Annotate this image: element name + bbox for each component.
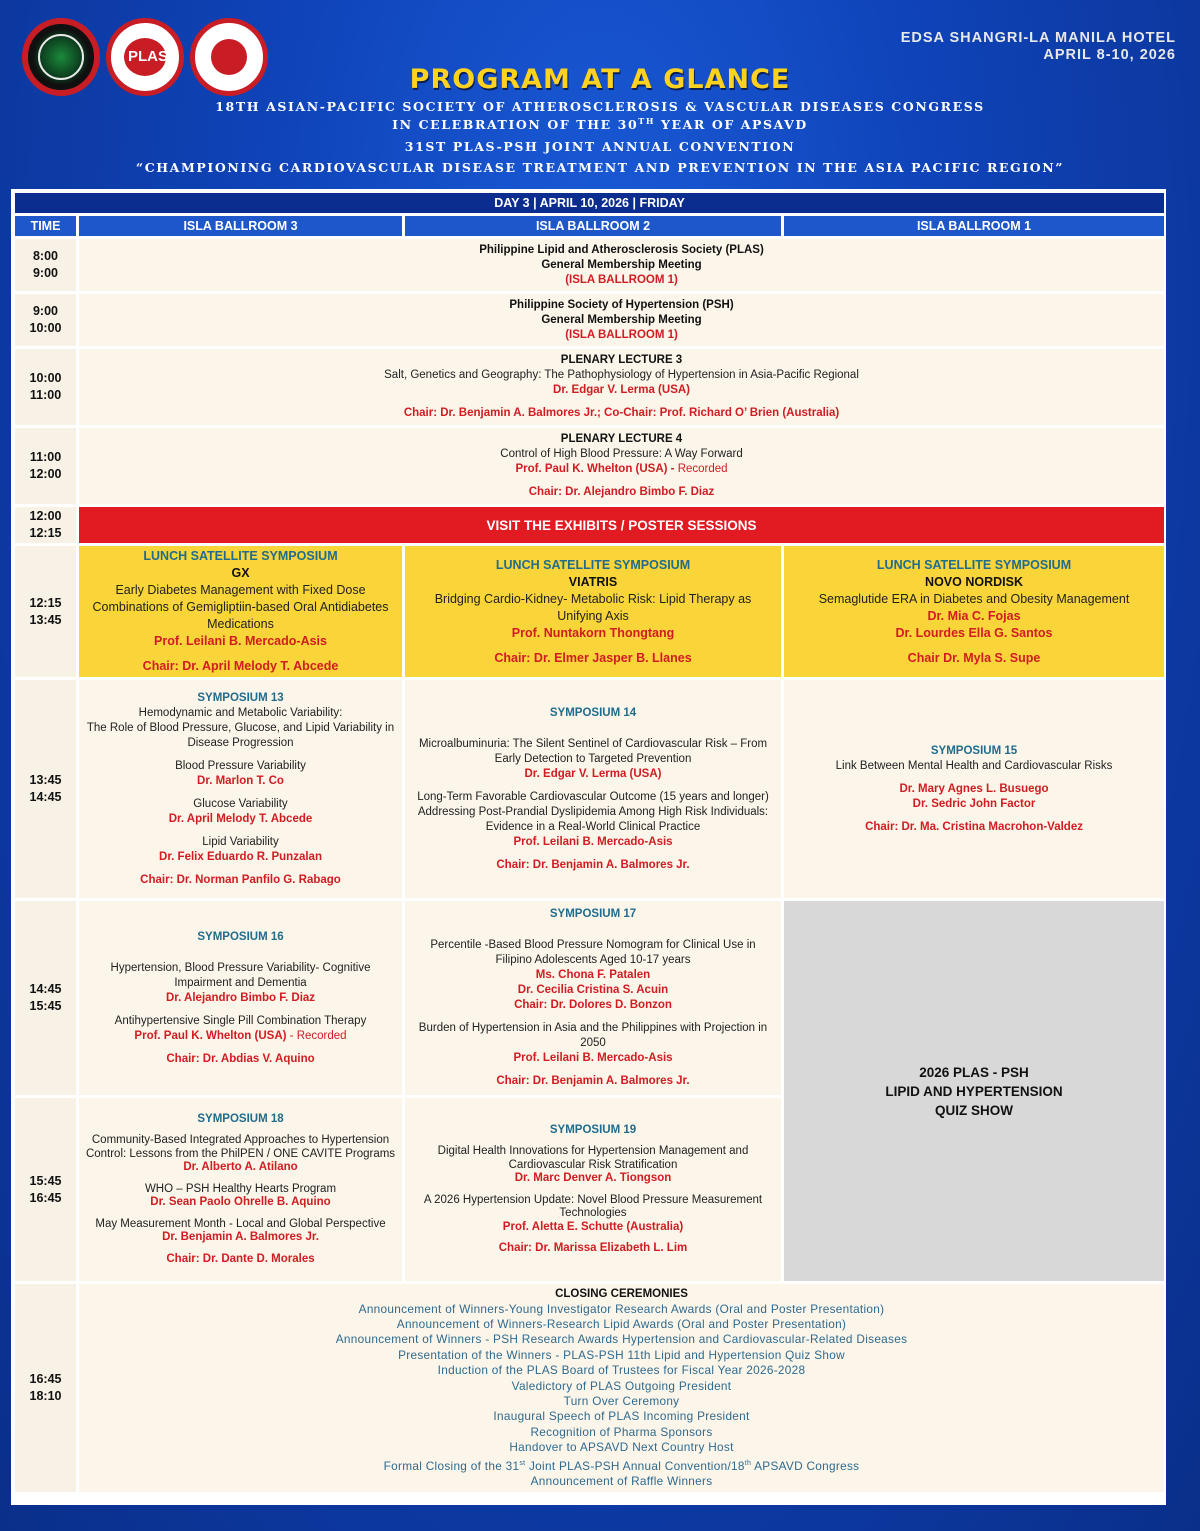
closing-ceremonies: [79, 1284, 1164, 1492]
table-row: [15, 349, 1164, 425]
list-item: Inaugural Speech of PLAS Incoming President: [493, 1409, 750, 1424]
venue-dates: APRIL 8-10, 2026: [1043, 47, 1176, 63]
table-row: [15, 507, 1164, 543]
schedule-frame: [11, 189, 1166, 1505]
table-row: [15, 901, 1164, 1095]
col-header-ballroom-1: ISLA BALLROOM 1: [784, 216, 1164, 236]
lunch-symposium-gx: LUNCH SATELLITE SYMPOSIUM GX Early Diabetes Management with Fixed Dose Combinations of Gemigliptiin-based Oral Antidiabetes Medications Prof. Leilani B. Mercado-Asis Chair: Dr. April Melody T. Abcede: [79, 546, 402, 677]
lunch-symposium-viatris: LUNCH SATELLITE SYMPOSIUM VIATRIS Bridging Cardio-Kidney- Metabolic Risk: Lipid Therapy as Unifying Axis Prof. Nuntakorn Thongtang Chair: Dr. Elmer Jasper B. Llanes: [405, 546, 781, 677]
exhibits-banner: VISIT THE EXHIBITS / POSTER SESSIONS: [79, 507, 1164, 543]
plenary-lecture-3: PLENARY LECTURE 3 Salt, Genetics and Geography: The Pathophysiology of Hypertension in Asia-Pacific Regional Dr. Edgar V. Lerma (USA) Chair: Dr. Benjamin A. Balmores Jr.; Co-Chair: Prof. Richard O’ Brien (Australia): [79, 349, 1164, 425]
time-slot: 11:00 12:00: [15, 428, 76, 504]
plenary-lecture-4: PLENARY LECTURE 4 Control of High Blood Pressure: A Way Forward Prof. Paul K. Whelton (USA) - Recorded Chair: Dr. Alejandro Bimbo F. Diaz: [79, 428, 1164, 504]
symposium-15: SYMPOSIUM 15 Link Between Mental Health and Cardiovascular Risks Dr. Mary Agnes L. Busuego Dr. Sedric John Factor Chair: Dr. Ma. Cristina Macrohon-Valdez: [784, 680, 1164, 898]
time-slot: 9:00 10:00: [15, 294, 76, 346]
time-slot: 8:00 9:00: [15, 239, 76, 291]
lunch-symposium-novo-nordisk: LUNCH SATELLITE SYMPOSIUM NOVO NORDISK Semaglutide ERA in Diabetes and Obesity Management Dr. Mia C. Fojas Dr. Lourdes Ella G. Santos Chair Dr. Myla S. Supe: [784, 546, 1164, 677]
symposium-13: SYMPOSIUM 13 Hemodynamic and Metabolic Variability: The Role of Blood Pressure, Glucose, and Lipid Variability in Disease Progression Blood Pressure Variability Dr. Marlon T. Co Glucose Variability Dr. April Melody T. Abcede Lipid Variability Dr. Felix Eduardo R. Punzalan Chair: Dr. Norman Panfilo G. Rabago: [79, 680, 402, 898]
list-item: Turn Over Ceremony: [563, 1394, 680, 1409]
schedule-table: [12, 190, 1167, 1495]
celebration-line: IN CELEBRATION OF THE 30TH YEAR OF APSAVD: [392, 116, 808, 133]
list-item: Announcement of Winners-Research Lipid Awards (Oral and Poster Presentation): [396, 1317, 847, 1331]
table-row: [15, 546, 1164, 677]
plas-meeting: Philippine Lipid and Atherosclerosis Society (PLAS) General Membership Meeting (ISLA BALLROOM 1): [79, 239, 1164, 291]
symposium-16: SYMPOSIUM 16 Hypertension, Blood Pressure Variability- Cognitive Impairment and Dementia Dr. Alejandro Bimbo F. Diaz Antihypertensive Single Pill Combination Therapy Prof. Paul K. Whelton (USA) - Recorded Chair: Dr. Abdias V. Aquino: [79, 901, 402, 1095]
congress-title: 18TH ASIAN-PACIFIC SOCIETY OF ATHEROSCLEROSIS & VASCULAR DISEASES CONGRESS: [215, 99, 985, 114]
psh-meeting: Philippine Society of Hypertension (PSH) General Membership Meeting (ISLA BALLROOM 1): [79, 294, 1164, 346]
venue-name: EDSA SHANGRI-LA MANILA HOTEL: [900, 30, 1176, 46]
col-header-ballroom-2: ISLA BALLROOM 2: [405, 216, 781, 236]
convention-title: 31ST PLAS-PSH JOINT ANNUAL CONVENTION: [404, 139, 796, 154]
time-slot: 10:00 11:00: [15, 349, 76, 425]
col-header-time: TIME: [15, 216, 76, 236]
list-item: Presentation of the Winners - PLAS-PSH 11th Lipid and Hypertension Quiz Show: [398, 1347, 845, 1362]
time-slot: 16:45 18:10: [15, 1284, 76, 1492]
col-header-ballroom-3: ISLA BALLROOM 3: [79, 216, 402, 236]
list-item: Handover to APSAVD Next Country Host: [509, 1440, 734, 1455]
list-item: Announcement of Raffle Winners: [530, 1473, 713, 1488]
time-slot: 12:00 12:15: [15, 507, 76, 543]
quiz-show: 2026 PLAS - PSH LIPID AND HYPERTENSION QUIZ SHOW: [784, 901, 1164, 1281]
table-row: [15, 1284, 1164, 1492]
table-row: [15, 239, 1164, 291]
time-slot: 15:45 16:45: [15, 1098, 76, 1281]
page-title: PROGRAM AT A GLANCE: [409, 64, 791, 95]
list-item: Announcement of Winners-Young Investigator Research Awards (Oral and Poster Presentation): [358, 1301, 885, 1316]
time-slot: 14:45 15:45: [15, 901, 76, 1095]
list-item: Induction of the PLAS Board of Trustees for Fiscal Year 2026-2028: [437, 1363, 806, 1378]
list-item: Announcement of Winners - PSH Research Awards Hypertension and Cardiovascular-Related Diseases: [335, 1332, 908, 1347]
closing-title: CLOSING CEREMONIES: [555, 1287, 688, 1300]
venue-info: [901, 30, 1176, 64]
list-item: Valedictory of PLAS Outgoing President: [511, 1378, 732, 1393]
table-row: [15, 294, 1164, 346]
symposium-17: SYMPOSIUM 17 Percentile -Based Blood Pressure Nomogram for Clinical Use in Filipino Adolescents Aged 10-17 years Ms. Chona F. Patalen Dr. Cecilia Cristina S. Acuin Chair: Dr. Dolores D. Bonzon Burden of Hypertension in Asia and the Philippines with Projection in 2050 Prof. Leilani B. Mercado-Asis Chair: Dr. Benjamin A. Balmores Jr.: [405, 901, 781, 1095]
table-row: [15, 680, 1164, 898]
time-slot: 13:45 14:45: [15, 680, 76, 898]
list-item: Formal Closing of the 31st Joint PLAS-PSH Annual Convention/18th APSAVD Congress: [383, 1458, 860, 1473]
symposium-14: SYMPOSIUM 14 Microalbuminuria: The Silent Sentinel of Cardiovascular Risk – From Early Detection to Targeted Prevention Dr. Edgar V. Lerma (USA) Long-Term Favorable Cardiovascular Outcome (15 years and longer) Addressing Post-Prandial Dyslipidemia Among High Risk Individuals: Evidence in a Real-World Clinical Practice Prof. Leilani B. Mercado-Asis Chair: Dr. Benjamin A. Balmores Jr.: [405, 680, 781, 898]
symposium-18: SYMPOSIUM 18 Community-Based Integrated Approaches to Hypertension Control: Lessons from the PhilPEN / ONE CAVITE Programs Dr. Alberto A. Atilano WHO – PSH Healthy Hearts Program Dr. Sean Paolo Ohrelle B. Aquino May Measurement Month - Local and Global Perspective Dr. Benjamin A. Balmores Jr. Chair: Dr. Dante D. Morales: [79, 1098, 402, 1281]
plas-logo: PLAS: [106, 18, 184, 96]
list-item: Recognition of Pharma Sponsors: [530, 1424, 713, 1439]
theme-line: “CHAMPIONING CARDIOVASCULAR DISEASE TREATMENT AND PREVENTION IN THE ASIA PACIFIC REGION”: [135, 160, 1065, 175]
day-header: DAY 3 | APRIL 10, 2026 | FRIDAY: [15, 193, 1164, 213]
time-slot: 12:15 13:45: [15, 546, 76, 677]
symposium-19: SYMPOSIUM 19 Digital Health Innovations for Hypertension Management and Cardiovascular Risk Stratification Dr. Marc Denver A. Tiongson A 2026 Hypertension Update: Novel Blood Pressure Measurement Technologies Prof. Aletta E. Schutte (Australia) Chair: Dr. Marissa Elizabeth L. Lim: [405, 1098, 781, 1281]
table-row: [15, 428, 1164, 504]
